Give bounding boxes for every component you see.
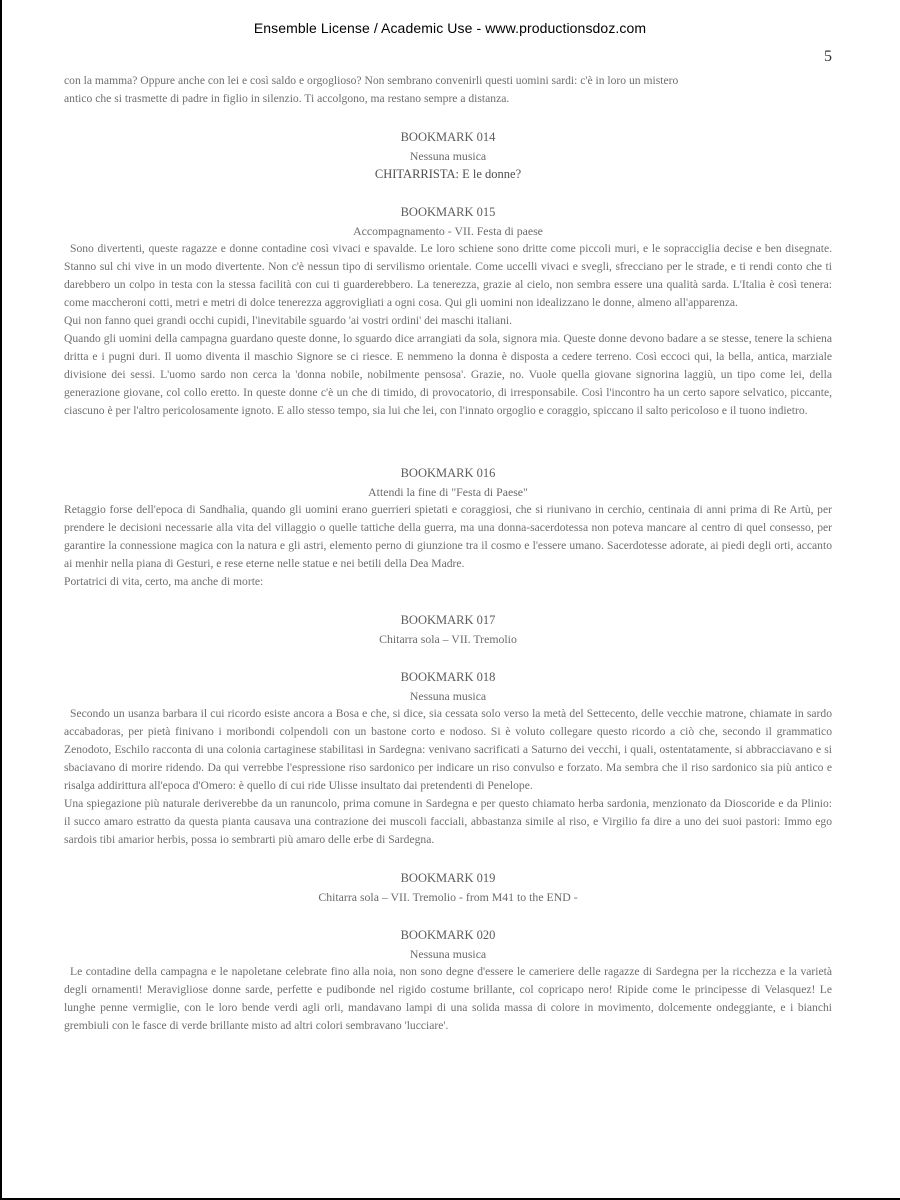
bookmark-subtitle: Nessuna musica	[409, 947, 487, 961]
paragraph: Sono divertenti, queste ragazze e donne contadine così vivaci e spavalde. Le loro schiene sono dritte come piccoli muri, e le sopracciglia decise e ben disegnate. Stanno sul chi vive in un modo divertente. Non c'è nessun tipo di servilismo orientale. Come uccelli vivaci e svegli, sfrecciano per le strade, e ti rendi conto che ti darebbero un colpo in testa con la stessa facilità con cui ti guarderebbero. La tenerezza, grazie al cielo, non sembra essere una qualità sarda. L'Italia è così tenera: come maccheroni cotti, metri e metri di dolce tenerezza aggrovigliati a ogni cosa. Qui gli uomini non idealizzano le donne, almeno all'apparenza.	[64, 242, 832, 309]
bookmark-title: BOOKMARK 017	[400, 613, 496, 627]
paragraph: Retaggio forse dell'epoca di Sandhalia, quando gli uomini erano guerrieri spietati e coraggiosi, che si riunivano in cerchio, centinaia di anni prima di Re Artù, per prendere le decisioni necessarie alla vita del villaggio o quelle tattiche della guerra, ma una donna-sacerdotessa non poteva mancare al centro di quel consesso, per garantire la connessione magica con la natura e gli astri, elemento perno di giunzione tra il cosmo e l'essere umano. Sacerdotesse adorate, ai piedi degli orti, accanto ai menhir nella piana di Gesturi, e rese eterne nelle statue e nei betili della Dea Madre.	[64, 503, 832, 570]
bookmark-title: BOOKMARK 015	[400, 205, 496, 219]
paragraph: Una spiegazione più naturale deriverebbe da un ranuncolo, prima comune in Sardegna e per questo chiamato herba sardonia, menzionato da Dioscoride e da Plinio: il succo amaro estratto da questa pianta causava una contrazione dei muscoli facciali, abbastanza simile al riso, e Virgilio fa dire a uno dei suoi pastori: Immo ego sardois tibi amarior herbis, possa io sembrarti più amaro delle erbe di Sardegna.	[64, 797, 832, 846]
bookmark-subtitle: Nessuna musica	[409, 689, 487, 703]
bookmark-subtitle: Nessuna musica	[409, 149, 487, 163]
bookmark-title: BOOKMARK 020	[400, 928, 496, 942]
bookmark-019	[64, 869, 832, 906]
dialogue-line: CHITARRISTA: E le donne?	[374, 167, 522, 181]
bookmark-subtitle: Chitarra sola – VII. Tremolio - from M41 to the END -	[318, 890, 578, 904]
bookmark-subtitle: Attendi la fine di "Festa di Paese"	[368, 485, 528, 499]
bookmark-subtitle: Chitarra sola – VII. Tremolio	[379, 632, 517, 646]
bookmark-014	[64, 128, 832, 183]
paragraph: Portatrici di vita, certo, ma anche di morte:	[64, 575, 264, 588]
intro-block	[64, 72, 832, 108]
bookmark-018	[64, 668, 832, 849]
bookmark-017	[64, 611, 832, 648]
document-body	[64, 72, 832, 1035]
bookmark-subtitle: Accompagnamento - VII. Festa di paese	[353, 224, 543, 238]
bookmark-title: BOOKMARK 018	[400, 670, 496, 684]
bookmark-015	[64, 203, 832, 420]
page-number: 5	[824, 48, 832, 65]
intro-line: antico che si trasmette di padre in figlio in silenzio. Ti accolgono, ma restano sempre a distanza.	[64, 92, 510, 105]
bookmark-title: BOOKMARK 014	[400, 130, 496, 144]
bookmark-title: BOOKMARK 019	[400, 871, 496, 885]
paragraph: Qui non fanno quei grandi occhi cupidi, l'inevitabile sguardo 'ai vostri ordini' dei maschi italiani.	[64, 314, 513, 327]
license-header: Ensemble License / Academic Use - www.productionsdoz.com	[253, 20, 647, 36]
paragraph: Secondo un usanza barbara il cui ricordo esiste ancora a Bosa e che, si dice, sia cessata solo verso la metà del Settecento, delle vecchie matrone, chiamate in sardo accabadoras, per pietà finivano i moribondi colpendoli con un bastone corto e nodoso. Si è voluto collegare questo ricordo a ciò che, secondo il grammatico Zenodoto, Eschilo racconta di una colonia cartaginese stabilitasi in Sardegna: venivano sacrificati a Saturno dei vecchi, i quali, ostentatamente, si abbracciavano e si sbaciavano di morire ridendo. Da qui verrebbe l'espressione riso sardonico per indicare un riso convulso e forzato. Ma sembra che il riso sardonico sia più antico e risalga addirittura all'epoca d'Omero: è quello di cui ride Ulisse insultato dai pretendenti di Penelope.	[64, 707, 832, 792]
paragraph: Quando gli uomini della campagna guardano queste donne, lo sguardo dice arrangiati da sola, signora mia. Queste donne devono badare a se stesse, tenere la schiena dritta e i pugni duri. Il uomo diventa il maschio Signore se ci riesce. E nemmeno la donna è disposta a cedere terreno. Così eccoci qui, la bella, antica, marziale divisione dei sessi. L'uomo sardo non cerca la 'donna nobile, nobilmente pensosa'. Grazie, no. Vuole quella giovane signorina laggiù, un tipo come lei, della generazione giovane, col collo eretto. In queste donne c'è un che di timido, di provocatorio, di irresponsabile. Così l'incontro ha un certo sapore selvatico, piccante, ciascuno è per l'altro pericolosamente ignoto. E allo stesso tempo, sia lui che lei, con l'innato orgoglio e coraggio, spiccano il salto pericoloso e il tuono indietro.	[64, 332, 832, 417]
page-left-border	[0, 0, 2, 1200]
bookmark-016	[64, 464, 832, 591]
intro-line: con la mamma? Oppure anche con lei e così saldo e orgoglioso? Non sembrano convenirli questi uomini sardi: c'è in loro un mistero	[64, 74, 679, 87]
bookmark-020	[64, 926, 832, 1035]
bookmark-title: BOOKMARK 016	[400, 466, 496, 480]
paragraph: Le contadine della campagna e le napoletane celebrate fino alla noia, non sono degne d'essere le cameriere delle ragazze di Sardegna per la ricchezza e la varietà degli ornamenti! Meravigliose donne sarde, perfette e pudibonde nel rigido costume brillante, col copricapo nero! Ripide come le principesse di Velasquez! Le lunghe penne vermiglie, con le loro bende verdi agli orli, mandavano lampi di una solida massa di colore in movimento, dolcemente ondeggiante, e i bianchi grembiuli con le fasce di verde brillante misto ad altri colori sembravano 'lucciare'.	[64, 965, 832, 1032]
